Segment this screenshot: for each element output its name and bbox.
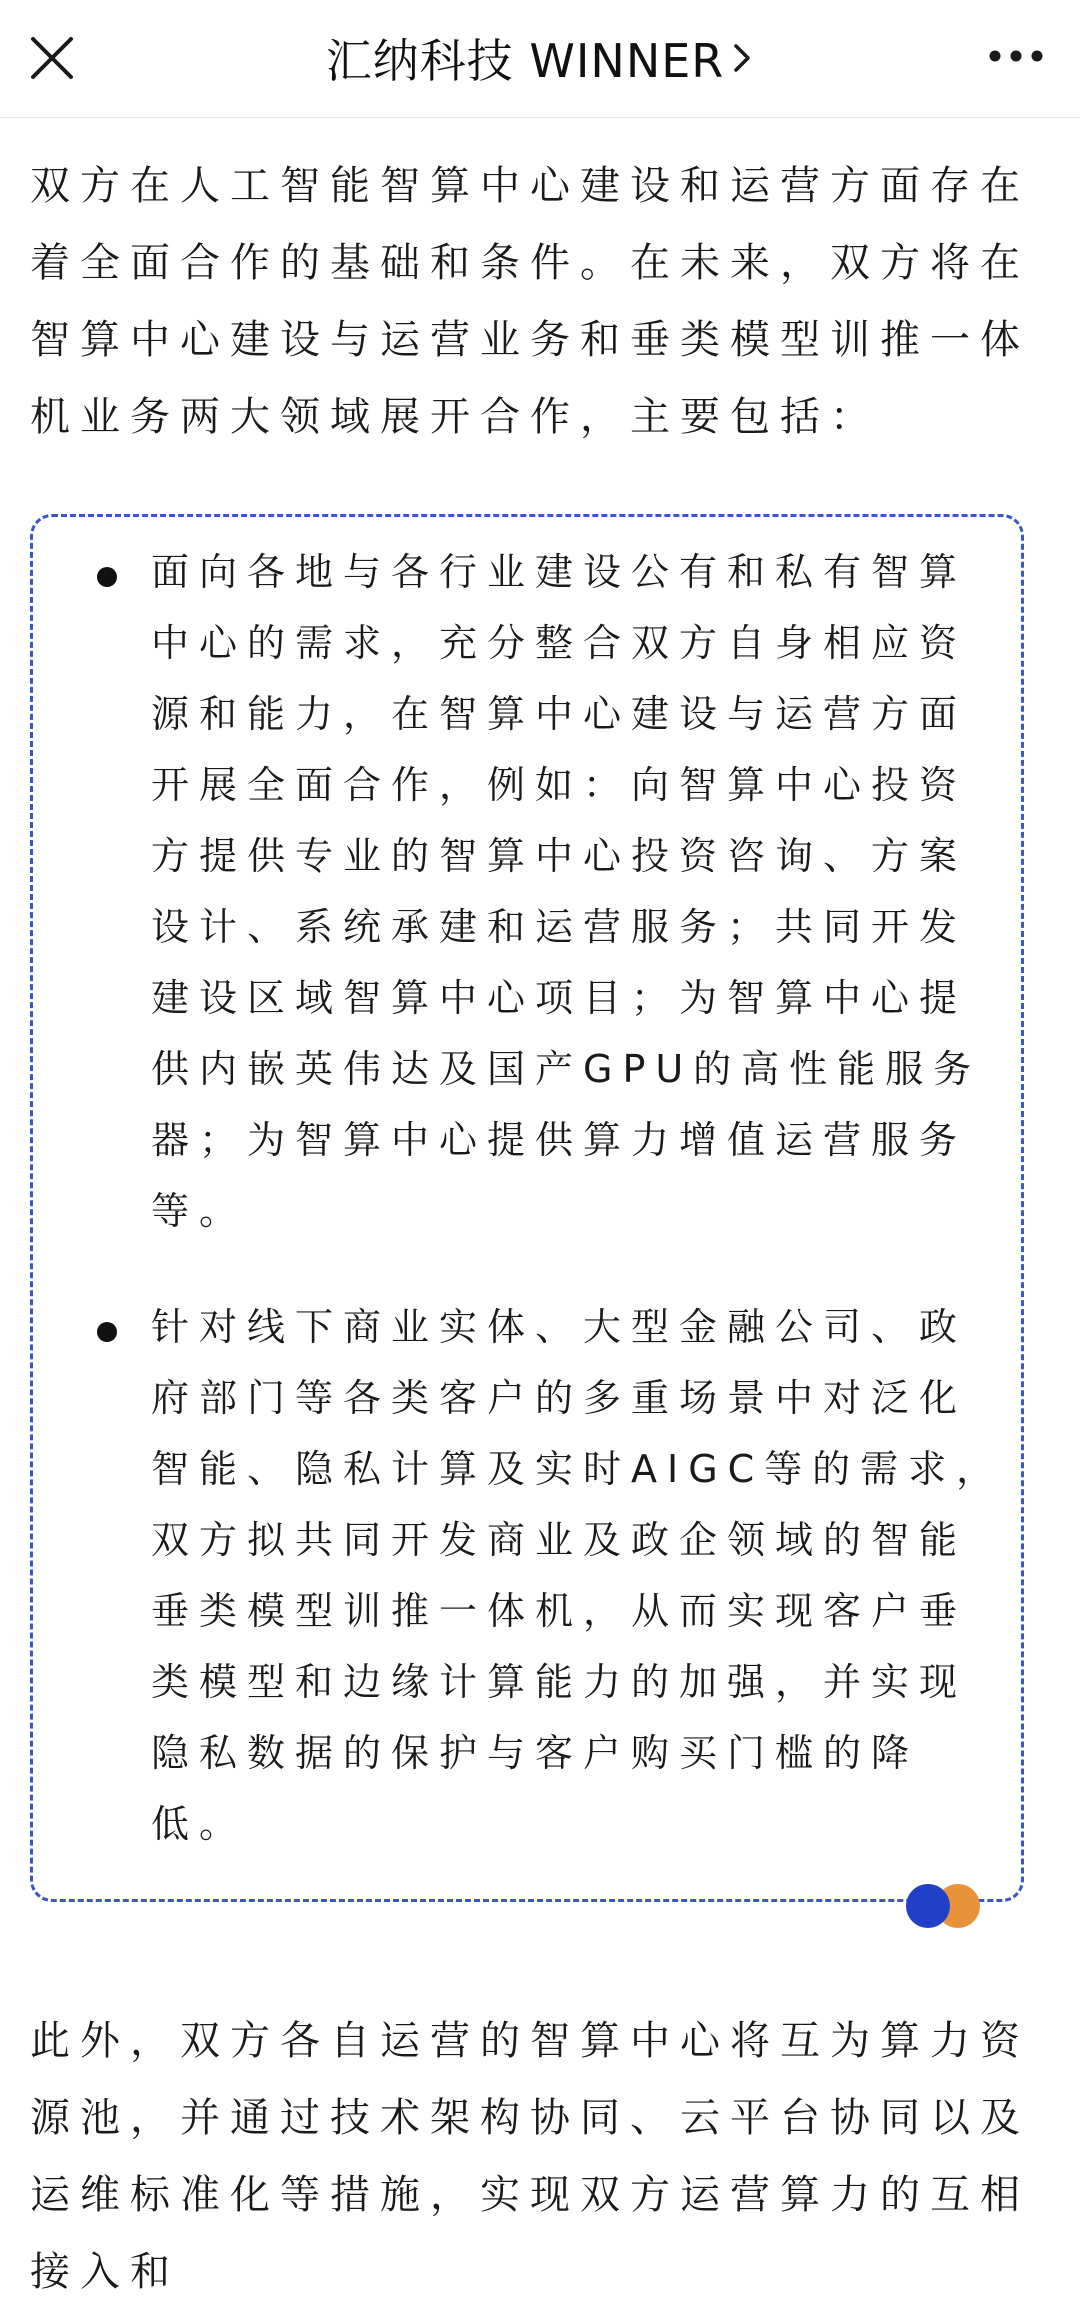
bullet-dot [97, 567, 117, 587]
list-item: 面向各地与各行业建设公有和私有智算中心的需求，充分整合双方自身相应资源和能力，在智算中心建设与运营方面开展全面合作，例如：向智算中心投资方提供专业的智算中心投资咨询、方案设计、系统承建和运营服务；共同开发建设区域智算中心项目；为智算中心提供内嵌英伟达及国产GPU的高性能服务器；为智算中心提供算力增值运营服务等。 [151, 550, 982, 1233]
page-title: 汇纳科技 WINNER [325, 34, 725, 88]
list-item: 针对线下商业实体、大型金融公司、政府部门等各类客户的多重场景中对泛化智能、隐私计算及实时AIGC等的需求，双方拟共同开发商业及政企领域的智能垂类模型训推一体机，从而实现客户垂类模型和边缘计算能力的加强，并实现隐私数据的保护与客户购买门槛的降低。 [151, 1305, 1005, 1846]
more-options-button[interactable] [986, 36, 1046, 76]
decorative-dots [906, 1884, 982, 1930]
bullet-dot [97, 1322, 117, 1342]
account-title-link[interactable] [0, 26, 1080, 90]
cooperation-highlight-box [30, 514, 1024, 1902]
chevron-right-icon [732, 40, 754, 76]
more-horizontal-icon [986, 36, 1046, 76]
article-body [0, 118, 1080, 2295]
closing-paragraph: 此外，双方各自运营的智算中心将互为算力资源池，并通过技术架构协同、云平台协同以及运维标准化等措施，实现双方运营算力的互相接入和 [30, 2018, 1030, 2295]
blue-dot [906, 1884, 950, 1928]
top-navigation-bar [0, 0, 1080, 118]
intro-paragraph: 双方在人工智能智算中心建设和运营方面存在着全面合作的基础和条件。在未来，双方将在智算中心建设与运营业务和垂类模型训推一体机业务两大领域展开合作，主要包括： [30, 163, 1030, 440]
